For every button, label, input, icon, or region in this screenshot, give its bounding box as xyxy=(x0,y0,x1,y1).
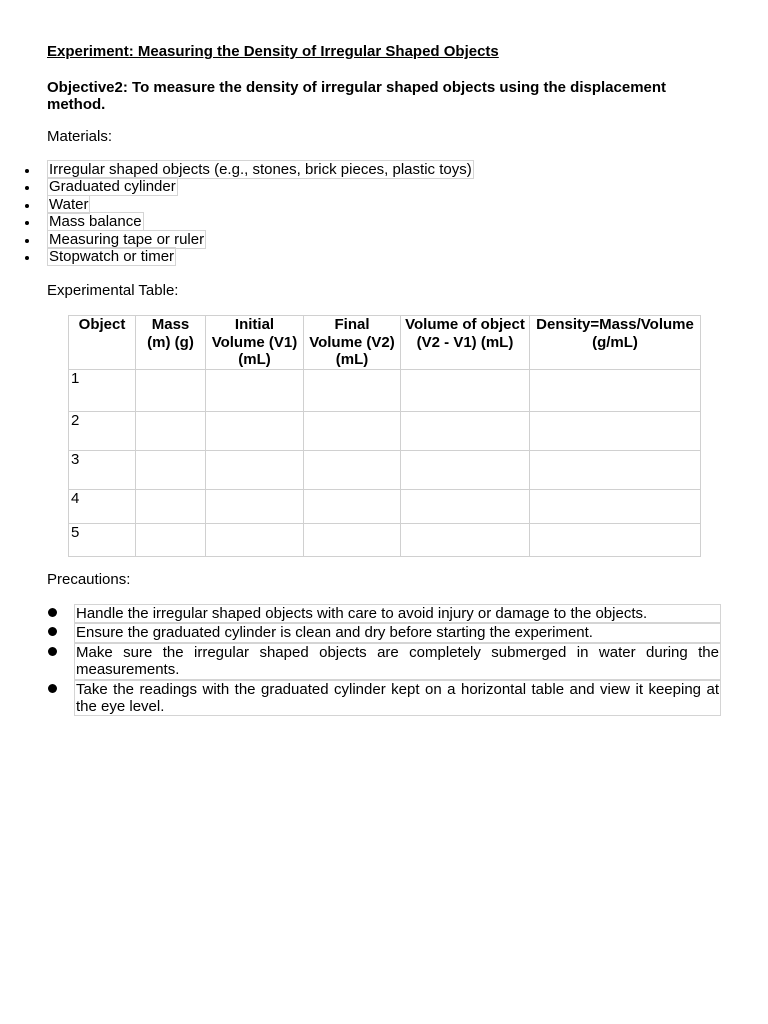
material-text: Irregular shaped objects (e.g., stones, brick pieces, plastic toys) xyxy=(49,161,472,178)
table-cell xyxy=(136,489,206,523)
table-cell xyxy=(206,411,304,450)
table-cell xyxy=(304,523,401,556)
objective-text: Objective2: To measure the density of irregular shaped objects using the displacement method. xyxy=(47,79,667,113)
table-row xyxy=(69,450,701,489)
table-cell xyxy=(206,523,304,556)
table-cell xyxy=(401,489,530,523)
table-cell xyxy=(136,450,206,489)
table-cell xyxy=(401,450,530,489)
materials-list-item xyxy=(22,248,474,265)
material-text: Water xyxy=(49,195,89,213)
table-header-cell: Final Volume (V2) (mL) xyxy=(304,316,401,370)
table-row xyxy=(69,523,701,556)
precaution-item xyxy=(47,623,721,642)
materials-list-item xyxy=(22,196,474,213)
bullet-icon xyxy=(25,204,29,208)
precaution-text: Make sure the irregular shaped objects are completely submerged in water during the measurements. xyxy=(76,643,719,679)
bullet-icon xyxy=(25,221,29,225)
table-cell xyxy=(206,369,304,411)
table-cell xyxy=(136,369,206,411)
bullet-icon xyxy=(48,647,57,656)
table-cell: 2 xyxy=(69,411,136,450)
precaution-text: Ensure the graduated cylinder is clean and dry before starting the experiment. xyxy=(74,623,721,642)
materials-heading: Materials: xyxy=(47,128,113,145)
table-cell xyxy=(304,369,401,411)
table-row xyxy=(69,411,701,450)
table-cell: 5 xyxy=(69,523,136,556)
bullet-icon xyxy=(48,608,57,617)
table-header-cell: Mass (m) (g) xyxy=(136,316,206,370)
table-header-cell: Volume of object (V2 - V1) (mL) xyxy=(401,316,530,370)
table-row xyxy=(69,489,701,523)
precaution-item xyxy=(47,604,721,623)
precautions-heading: Precautions: xyxy=(47,571,131,588)
table-cell xyxy=(401,523,530,556)
bullet-icon xyxy=(25,186,29,190)
table-header-cell: Initial Volume (V1) (mL) xyxy=(206,316,304,370)
table-cell xyxy=(206,450,304,489)
table-cell xyxy=(530,523,701,556)
table-header-row xyxy=(69,316,701,370)
table-cell xyxy=(530,369,701,411)
table-cell: 1 xyxy=(69,369,136,411)
materials-list-item xyxy=(22,231,474,248)
materials-list-item xyxy=(22,161,474,178)
precaution-text: Take the readings with the graduated cylinder kept on a horizontal table and view it keeping at the eye level. xyxy=(76,680,719,716)
table-cell xyxy=(304,489,401,523)
table-cell xyxy=(206,489,304,523)
precautions-list xyxy=(47,604,721,716)
bullet-icon xyxy=(25,169,29,173)
table-cell xyxy=(401,411,530,450)
table-cell xyxy=(304,411,401,450)
precaution-text: Handle the irregular shaped objects with care to avoid injury or damage to the objects. xyxy=(74,604,721,623)
material-text: Measuring tape or ruler xyxy=(49,230,205,248)
table-cell xyxy=(401,369,530,411)
table-cell xyxy=(530,450,701,489)
experimental-table-heading: Experimental Table: xyxy=(47,282,179,299)
table-cell xyxy=(136,411,206,450)
bullet-icon xyxy=(25,239,29,243)
table-cell xyxy=(530,489,701,523)
bullet-icon xyxy=(25,256,29,260)
table-cell xyxy=(136,523,206,556)
experimental-table xyxy=(68,315,701,557)
materials-list xyxy=(22,161,474,265)
table-cell: 3 xyxy=(69,450,136,489)
precaution-item xyxy=(47,680,721,717)
table-header-cell: Density=Mass/Volume (g/mL) xyxy=(530,316,701,370)
table-header-cell: Object xyxy=(69,316,136,370)
bullet-icon xyxy=(48,627,57,636)
table-cell xyxy=(530,411,701,450)
material-text: Graduated cylinder xyxy=(49,178,176,196)
table-cell xyxy=(304,450,401,489)
materials-list-item xyxy=(22,178,474,195)
bullet-icon xyxy=(48,684,57,693)
material-text: Mass balance xyxy=(49,213,142,231)
document-title: Experiment: Measuring the Density of Irregular Shaped Objects xyxy=(47,43,499,60)
materials-list-item xyxy=(22,213,474,230)
precaution-item xyxy=(47,643,721,680)
table-cell: 4 xyxy=(69,489,136,523)
table-row xyxy=(69,369,701,411)
material-text: Stopwatch or timer xyxy=(49,247,175,265)
